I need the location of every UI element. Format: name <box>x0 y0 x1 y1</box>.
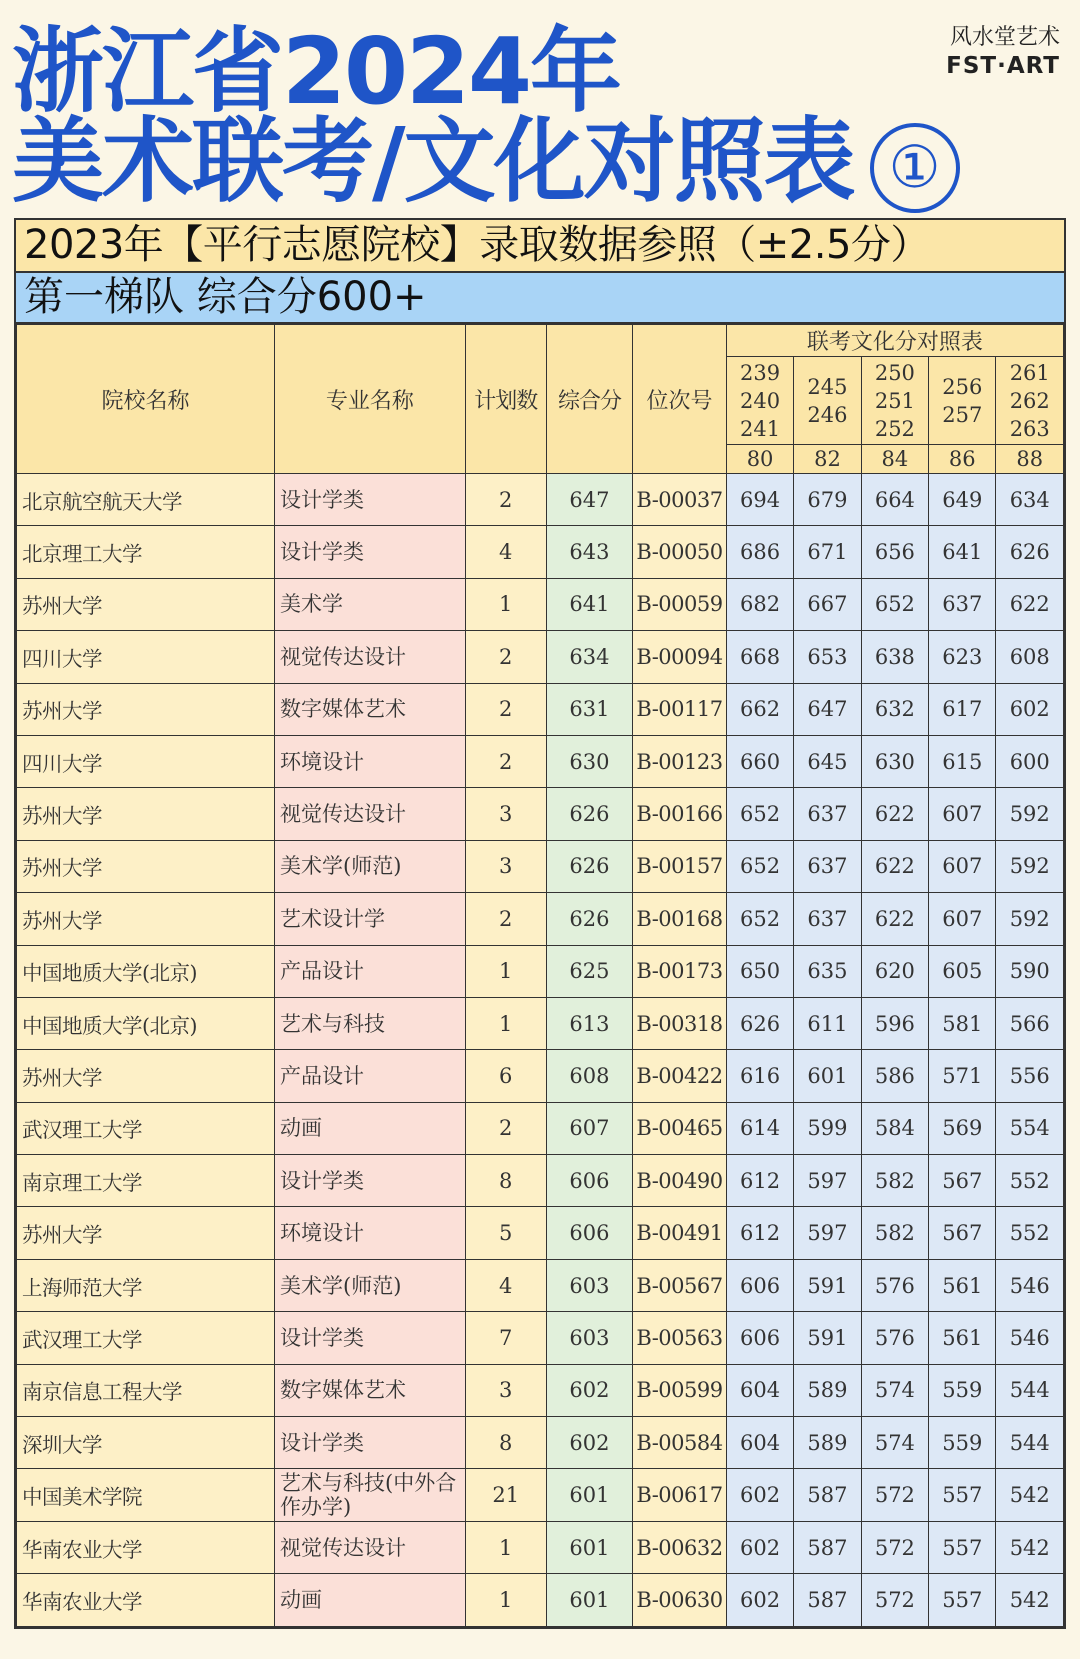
major-cell: 视觉传达设计 <box>275 631 466 683</box>
school-cell: 武汉理工大学 <box>17 1312 275 1364</box>
culture-score-cell: 645 <box>794 735 861 787</box>
culture-score-cell: 622 <box>996 578 1064 630</box>
culture-score-cell: 602 <box>996 683 1064 735</box>
culture-score-cell: 600 <box>996 735 1064 787</box>
school-cell: 苏州大学 <box>17 1207 275 1259</box>
major-cell: 环境设计 <box>275 1207 466 1259</box>
culture-score-cell: 605 <box>929 945 996 997</box>
culture-score-cell: 617 <box>929 683 996 735</box>
culture-score-cell: 668 <box>726 631 793 683</box>
culture-score-cell: 630 <box>861 735 928 787</box>
culture-score-cell: 542 <box>996 1574 1064 1626</box>
score-table-container <box>14 218 1066 1629</box>
culture-score-cell: 686 <box>726 526 793 578</box>
score-cell: 625 <box>546 945 632 997</box>
score-cell: 601 <box>546 1521 632 1573</box>
plan-cell: 1 <box>465 578 546 630</box>
major-cell: 艺术设计学 <box>275 893 466 945</box>
major-cell: 美术学 <box>275 578 466 630</box>
culture-score-cell: 652 <box>726 788 793 840</box>
score-cell: 631 <box>546 683 632 735</box>
culture-score-cell: 611 <box>794 997 861 1049</box>
score-cell: 601 <box>546 1469 632 1521</box>
major-cell: 设计学类 <box>275 474 466 526</box>
score-cell: 613 <box>546 997 632 1049</box>
major-cell: 设计学类 <box>275 1417 466 1469</box>
table-row <box>17 840 1064 892</box>
title-text: 美术联考/文化对照表 <box>12 108 854 215</box>
school-cell: 苏州大学 <box>17 578 275 630</box>
culture-score-cell: 606 <box>726 1259 793 1311</box>
brand-name-cn: 风水堂艺术 <box>949 25 1060 50</box>
culture-score-cell: 556 <box>996 1050 1064 1102</box>
school-cell: 南京理工大学 <box>17 1155 275 1207</box>
page-title-line1: 浙江省2024年 <box>12 18 621 125</box>
table-row <box>17 526 1064 578</box>
culture-range-header <box>929 357 996 445</box>
header-school: 院校名称 <box>17 325 275 474</box>
culture-range-header <box>794 357 861 445</box>
score-cell: 606 <box>546 1155 632 1207</box>
culture-range-value: 239 <box>740 360 781 385</box>
culture-score-cell: 647 <box>794 683 861 735</box>
plan-cell: 2 <box>465 631 546 683</box>
culture-score-cell: 637 <box>794 893 861 945</box>
plan-cell: 1 <box>465 945 546 997</box>
header-major: 专业名称 <box>275 325 466 474</box>
culture-range-value: 250 <box>874 360 915 385</box>
culture-range-value: 245 <box>807 374 848 399</box>
culture-score-cell: 597 <box>794 1155 861 1207</box>
culture-score-cell: 650 <box>726 945 793 997</box>
school-cell: 深圳大学 <box>17 1417 275 1469</box>
culture-score-cell: 559 <box>929 1364 996 1416</box>
culture-score-cell: 592 <box>996 840 1064 892</box>
culture-range-value: 252 <box>874 416 915 441</box>
culture-score-cell: 660 <box>726 735 793 787</box>
culture-range-value: 261 <box>1009 360 1050 385</box>
header-rank: 位次号 <box>633 325 727 474</box>
school-cell: 中国美术学院 <box>17 1469 275 1521</box>
table-row <box>17 631 1064 683</box>
rank-cell: B-00617 <box>633 1469 727 1521</box>
rank-cell: B-00584 <box>633 1417 727 1469</box>
culture-score-cell: 591 <box>794 1312 861 1364</box>
culture-score-cell: 652 <box>726 893 793 945</box>
culture-score-cell: 561 <box>929 1312 996 1364</box>
major-cell: 环境设计 <box>275 735 466 787</box>
culture-score-cell: 587 <box>794 1521 861 1573</box>
plan-cell: 21 <box>465 1469 546 1521</box>
table-row <box>17 1312 1064 1364</box>
culture-score-cell: 622 <box>861 893 928 945</box>
school-cell: 苏州大学 <box>17 683 275 735</box>
plan-cell: 3 <box>465 788 546 840</box>
culture-base-header: 84 <box>861 445 928 474</box>
rank-cell: B-00059 <box>633 578 727 630</box>
culture-score-cell: 606 <box>726 1312 793 1364</box>
page-title-line2 <box>12 108 960 215</box>
score-cell: 647 <box>546 474 632 526</box>
major-cell: 产品设计 <box>275 1050 466 1102</box>
culture-score-cell: 586 <box>861 1050 928 1102</box>
table-row <box>17 474 1064 526</box>
major-cell: 美术学(师范) <box>275 1259 466 1311</box>
culture-base-header: 88 <box>996 445 1064 474</box>
culture-score-cell: 671 <box>794 526 861 578</box>
score-table <box>16 324 1064 1627</box>
school-cell: 中国地质大学(北京) <box>17 997 275 1049</box>
culture-score-cell: 622 <box>861 788 928 840</box>
culture-score-cell: 557 <box>929 1469 996 1521</box>
culture-score-cell: 602 <box>726 1521 793 1573</box>
culture-score-cell: 561 <box>929 1259 996 1311</box>
culture-score-cell: 559 <box>929 1417 996 1469</box>
major-cell: 数字媒体艺术 <box>275 683 466 735</box>
culture-score-cell: 576 <box>861 1259 928 1311</box>
culture-score-cell: 584 <box>861 1102 928 1154</box>
score-cell: 603 <box>546 1312 632 1364</box>
rank-cell: B-00318 <box>633 997 727 1049</box>
header-culture-group: 联考文化分对照表 <box>726 325 1063 357</box>
rank-cell: B-00567 <box>633 1259 727 1311</box>
culture-score-cell: 637 <box>794 788 861 840</box>
school-cell: 北京理工大学 <box>17 526 275 578</box>
plan-cell: 2 <box>465 735 546 787</box>
plan-cell: 1 <box>465 1574 546 1626</box>
rank-cell: B-00491 <box>633 1207 727 1259</box>
rank-cell: B-00166 <box>633 788 727 840</box>
culture-base-header: 86 <box>929 445 996 474</box>
rank-cell: B-00123 <box>633 735 727 787</box>
culture-score-cell: 656 <box>861 526 928 578</box>
culture-score-cell: 599 <box>794 1102 861 1154</box>
school-cell: 苏州大学 <box>17 788 275 840</box>
culture-score-cell: 635 <box>794 945 861 997</box>
culture-score-cell: 604 <box>726 1364 793 1416</box>
table-row <box>17 578 1064 630</box>
culture-score-cell: 626 <box>726 997 793 1049</box>
culture-score-cell: 638 <box>861 631 928 683</box>
plan-cell: 7 <box>465 1312 546 1364</box>
table-body <box>17 474 1064 1627</box>
school-cell: 苏州大学 <box>17 1050 275 1102</box>
culture-score-cell: 667 <box>794 578 861 630</box>
plan-cell: 8 <box>465 1417 546 1469</box>
table-row <box>17 1469 1064 1521</box>
culture-score-cell: 622 <box>861 840 928 892</box>
culture-score-cell: 601 <box>794 1050 861 1102</box>
culture-score-cell: 616 <box>726 1050 793 1102</box>
school-cell: 苏州大学 <box>17 893 275 945</box>
score-cell: 634 <box>546 631 632 683</box>
score-cell: 630 <box>546 735 632 787</box>
culture-score-cell: 602 <box>726 1574 793 1626</box>
culture-score-cell: 664 <box>861 474 928 526</box>
score-cell: 643 <box>546 526 632 578</box>
rank-cell: B-00094 <box>633 631 727 683</box>
culture-score-cell: 615 <box>929 735 996 787</box>
culture-score-cell: 557 <box>929 1521 996 1573</box>
culture-score-cell: 637 <box>929 578 996 630</box>
table-row <box>17 735 1064 787</box>
score-cell: 626 <box>546 788 632 840</box>
plan-cell: 3 <box>465 840 546 892</box>
culture-range-value: 263 <box>1009 416 1050 441</box>
tier-banner: 第一梯队 综合分600+ <box>16 273 1064 324</box>
table-row <box>17 893 1064 945</box>
culture-score-cell: 634 <box>996 474 1064 526</box>
culture-score-cell: 623 <box>929 631 996 683</box>
table-row <box>17 1207 1064 1259</box>
major-cell: 设计学类 <box>275 1155 466 1207</box>
culture-range-value: 241 <box>740 416 781 441</box>
culture-score-cell: 582 <box>861 1207 928 1259</box>
culture-range-value: 246 <box>807 402 848 427</box>
culture-score-cell: 637 <box>794 840 861 892</box>
plan-cell: 2 <box>465 474 546 526</box>
rank-cell: B-00168 <box>633 893 727 945</box>
culture-range-header <box>726 357 793 445</box>
table-row <box>17 788 1064 840</box>
header-score: 综合分 <box>546 325 632 474</box>
culture-score-cell: 587 <box>794 1574 861 1626</box>
score-cell: 601 <box>546 1574 632 1626</box>
culture-score-cell: 626 <box>996 526 1064 578</box>
score-cell: 641 <box>546 578 632 630</box>
rank-cell: B-00117 <box>633 683 727 735</box>
culture-base-header: 82 <box>794 445 861 474</box>
school-cell: 北京航空航天大学 <box>17 474 275 526</box>
culture-score-cell: 596 <box>861 997 928 1049</box>
brand-name-en: FST·ART <box>946 53 1060 79</box>
culture-score-cell: 544 <box>996 1364 1064 1416</box>
culture-score-cell: 592 <box>996 893 1064 945</box>
table-row <box>17 1417 1064 1469</box>
culture-score-cell: 546 <box>996 1259 1064 1311</box>
culture-score-cell: 567 <box>929 1155 996 1207</box>
header-plan: 计划数 <box>465 325 546 474</box>
table-row <box>17 1155 1064 1207</box>
culture-score-cell: 554 <box>996 1102 1064 1154</box>
culture-score-cell: 572 <box>861 1521 928 1573</box>
culture-score-cell: 682 <box>726 578 793 630</box>
culture-score-cell: 566 <box>996 997 1064 1049</box>
culture-score-cell: 542 <box>996 1469 1064 1521</box>
culture-score-cell: 607 <box>929 788 996 840</box>
culture-score-cell: 694 <box>726 474 793 526</box>
score-cell: 626 <box>546 840 632 892</box>
rank-cell: B-00599 <box>633 1364 727 1416</box>
rank-cell: B-00157 <box>633 840 727 892</box>
culture-score-cell: 679 <box>794 474 861 526</box>
culture-score-cell: 607 <box>929 893 996 945</box>
culture-range-value: 257 <box>942 402 983 427</box>
culture-range-value: 262 <box>1009 388 1050 413</box>
culture-range-value: 251 <box>874 388 915 413</box>
culture-score-cell: 571 <box>929 1050 996 1102</box>
culture-score-cell: 614 <box>726 1102 793 1154</box>
culture-score-cell: 552 <box>996 1207 1064 1259</box>
culture-score-cell: 590 <box>996 945 1064 997</box>
rank-cell: B-00050 <box>633 526 727 578</box>
score-cell: 602 <box>546 1417 632 1469</box>
culture-range-header <box>996 357 1064 445</box>
major-cell: 数字媒体艺术 <box>275 1364 466 1416</box>
table-row <box>17 1364 1064 1416</box>
table-row <box>17 1259 1064 1311</box>
rank-cell: B-00173 <box>633 945 727 997</box>
culture-score-cell: 544 <box>996 1417 1064 1469</box>
culture-score-cell: 572 <box>861 1574 928 1626</box>
table-row <box>17 1050 1064 1102</box>
table-row <box>17 1102 1064 1154</box>
plan-cell: 1 <box>465 997 546 1049</box>
school-cell: 武汉理工大学 <box>17 1102 275 1154</box>
culture-score-cell: 607 <box>929 840 996 892</box>
reference-banner: 2023年【平行志愿院校】录取数据参照（±2.5分） <box>16 220 1064 273</box>
school-cell: 四川大学 <box>17 735 275 787</box>
table-row <box>17 683 1064 735</box>
culture-score-cell: 589 <box>794 1364 861 1416</box>
school-cell: 华南农业大学 <box>17 1521 275 1573</box>
score-cell: 608 <box>546 1050 632 1102</box>
culture-score-cell: 597 <box>794 1207 861 1259</box>
major-cell: 视觉传达设计 <box>275 788 466 840</box>
plan-cell: 5 <box>465 1207 546 1259</box>
major-cell: 动画 <box>275 1102 466 1154</box>
score-cell: 603 <box>546 1259 632 1311</box>
plan-cell: 4 <box>465 526 546 578</box>
plan-cell: 3 <box>465 1364 546 1416</box>
score-cell: 606 <box>546 1207 632 1259</box>
rank-cell: B-00630 <box>633 1574 727 1626</box>
table-row <box>17 945 1064 997</box>
school-cell: 上海师范大学 <box>17 1259 275 1311</box>
major-cell: 产品设计 <box>275 945 466 997</box>
culture-score-cell: 652 <box>861 578 928 630</box>
culture-score-cell: 581 <box>929 997 996 1049</box>
plan-cell: 2 <box>465 683 546 735</box>
culture-score-cell: 591 <box>794 1259 861 1311</box>
plan-cell: 4 <box>465 1259 546 1311</box>
culture-score-cell: 567 <box>929 1207 996 1259</box>
culture-score-cell: 546 <box>996 1312 1064 1364</box>
culture-score-cell: 649 <box>929 474 996 526</box>
school-cell: 华南农业大学 <box>17 1574 275 1626</box>
table-row <box>17 1521 1064 1573</box>
score-cell: 626 <box>546 893 632 945</box>
culture-score-cell: 589 <box>794 1417 861 1469</box>
culture-score-cell: 632 <box>861 683 928 735</box>
culture-score-cell: 612 <box>726 1207 793 1259</box>
brand-logo <box>946 24 1060 80</box>
plan-cell: 8 <box>465 1155 546 1207</box>
culture-range-header <box>861 357 928 445</box>
culture-score-cell: 557 <box>929 1574 996 1626</box>
culture-score-cell: 592 <box>996 788 1064 840</box>
major-cell: 设计学类 <box>275 1312 466 1364</box>
culture-score-cell: 653 <box>794 631 861 683</box>
rank-cell: B-00490 <box>633 1155 727 1207</box>
table-row <box>17 997 1064 1049</box>
culture-score-cell: 576 <box>861 1312 928 1364</box>
culture-score-cell: 604 <box>726 1417 793 1469</box>
culture-range-value: 240 <box>740 388 781 413</box>
culture-score-cell: 587 <box>794 1469 861 1521</box>
culture-score-cell: 582 <box>861 1155 928 1207</box>
rank-cell: B-00632 <box>633 1521 727 1573</box>
culture-score-cell: 608 <box>996 631 1064 683</box>
culture-score-cell: 602 <box>726 1469 793 1521</box>
culture-score-cell: 620 <box>861 945 928 997</box>
plan-cell: 2 <box>465 1102 546 1154</box>
culture-score-cell: 569 <box>929 1102 996 1154</box>
title-number-badge: ① <box>870 123 960 213</box>
school-cell: 苏州大学 <box>17 840 275 892</box>
plan-cell: 2 <box>465 893 546 945</box>
major-cell: 美术学(师范) <box>275 840 466 892</box>
plan-cell: 1 <box>465 1521 546 1573</box>
culture-score-cell: 652 <box>726 840 793 892</box>
culture-range-value: 256 <box>942 374 983 399</box>
culture-score-cell: 574 <box>861 1364 928 1416</box>
school-cell: 中国地质大学(北京) <box>17 945 275 997</box>
major-cell: 设计学类 <box>275 526 466 578</box>
rank-cell: B-00037 <box>633 474 727 526</box>
table-row <box>17 1574 1064 1626</box>
culture-score-cell: 552 <box>996 1155 1064 1207</box>
culture-score-cell: 641 <box>929 526 996 578</box>
culture-score-cell: 574 <box>861 1417 928 1469</box>
school-cell: 四川大学 <box>17 631 275 683</box>
culture-score-cell: 542 <box>996 1521 1064 1573</box>
school-cell: 南京信息工程大学 <box>17 1364 275 1416</box>
major-cell: 视觉传达设计 <box>275 1521 466 1573</box>
rank-cell: B-00465 <box>633 1102 727 1154</box>
score-cell: 602 <box>546 1364 632 1416</box>
major-cell: 艺术与科技(中外合作办学) <box>275 1469 466 1521</box>
culture-score-cell: 572 <box>861 1469 928 1521</box>
score-cell: 607 <box>546 1102 632 1154</box>
rank-cell: B-00563 <box>633 1312 727 1364</box>
plan-cell: 6 <box>465 1050 546 1102</box>
major-cell: 动画 <box>275 1574 466 1626</box>
culture-score-cell: 662 <box>726 683 793 735</box>
rank-cell: B-00422 <box>633 1050 727 1102</box>
culture-base-header: 80 <box>726 445 793 474</box>
major-cell: 艺术与科技 <box>275 997 466 1049</box>
culture-score-cell: 612 <box>726 1155 793 1207</box>
